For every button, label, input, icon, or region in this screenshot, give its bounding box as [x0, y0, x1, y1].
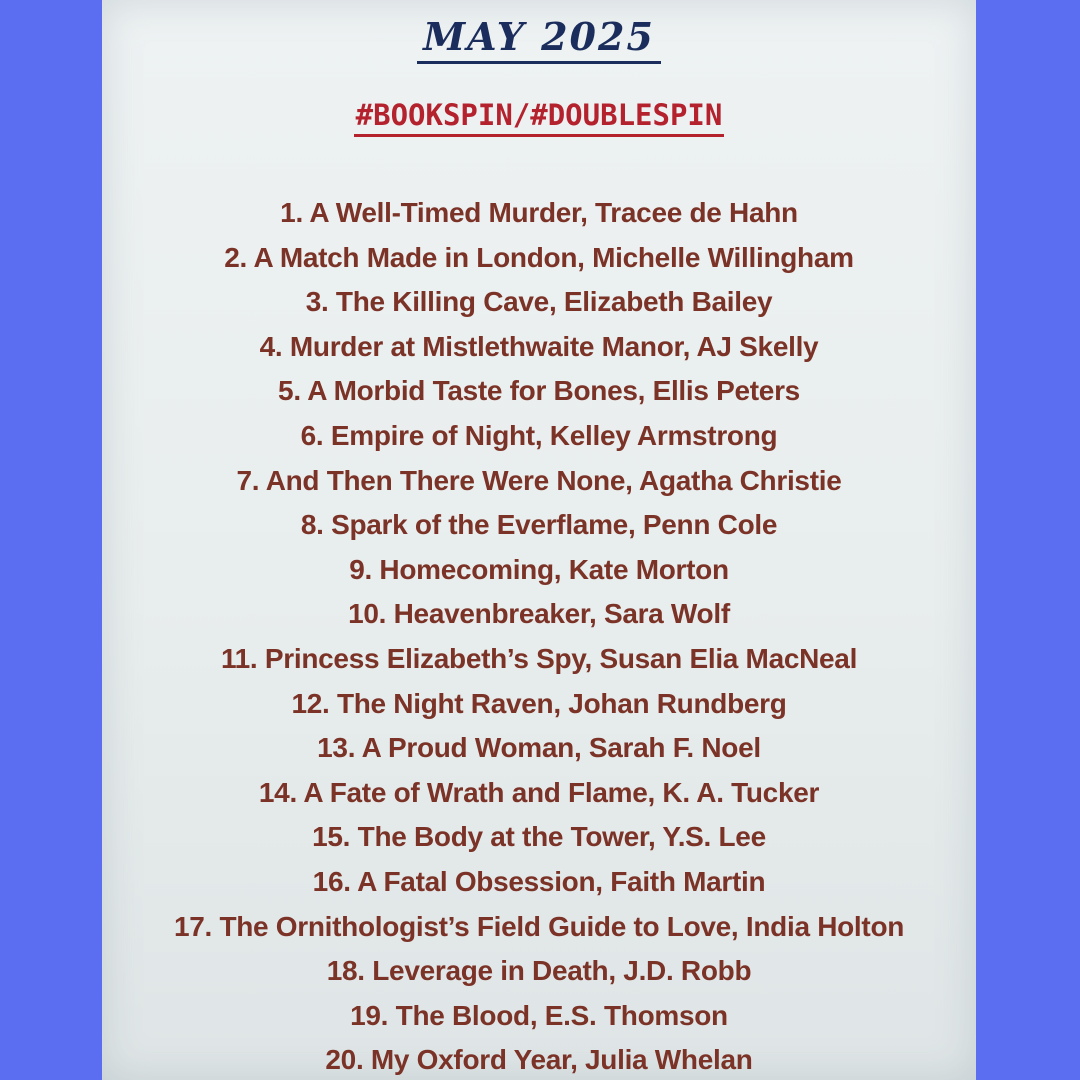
title-row — [102, 14, 976, 64]
book-list-item: 20. My Oxford Year, Julia Whelan — [325, 1044, 753, 1076]
book-list-item: 18. Leverage in Death, J.D. Robb — [326, 955, 752, 987]
book-list-item: 14. A Fate of Wrath and Flame, K. A. Tucker — [258, 776, 820, 808]
book-list-item: 19. The Blood, E.S. Thomson — [350, 999, 728, 1031]
paper-sheet — [102, 0, 976, 1080]
book-list-item: 16. A Fatal Obsession, Faith Martin — [312, 865, 766, 897]
book-list-item: 15. The Body at the Tower, Y.S. Lee — [312, 821, 766, 853]
book-list-item: 7. And Then There Were None, Agatha Christie — [236, 464, 842, 496]
book-list-item: 3. The Killing Cave, Elizabeth Bailey — [305, 286, 773, 318]
book-list-item: 12. The Night Raven, Johan Rundberg — [291, 687, 787, 719]
book-list-item: 6. Empire of Night, Kelley Armstrong — [300, 419, 778, 451]
subtitle-row — [102, 96, 976, 137]
book-list-item: 17. The Ornithologist’s Field Guide to Love, India Holton — [173, 910, 905, 942]
book-list-item: 8. Spark of the Everflame, Penn Cole — [300, 509, 778, 541]
book-list-item: 13. A Proud Woman, Sarah F. Noel — [317, 732, 761, 764]
hashtag-subtitle: #BOOKSPIN/#DOUBLESPIN — [354, 96, 725, 137]
book-list-item: 1. A Well-Timed Murder, Tracee de Hahn — [280, 197, 798, 228]
book-list-item: 2. A Match Made in London, Michelle Willingham — [224, 241, 854, 273]
book-list-item: 10. Heavenbreaker, Sara Wolf — [348, 598, 730, 630]
page-title: MAY 2025 — [417, 14, 661, 64]
book-list — [102, 191, 976, 1080]
book-list-item: 5. A Morbid Taste for Bones, Ellis Peters — [278, 375, 800, 407]
book-list-item: 11. Princess Elizabeth’s Spy, Susan Elia MacNeal — [220, 642, 858, 674]
book-list-item: 4. Murder at Mistlethwaite Manor, AJ Skelly — [259, 330, 819, 362]
book-list-item: 9. Homecoming, Kate Morton — [349, 553, 729, 585]
